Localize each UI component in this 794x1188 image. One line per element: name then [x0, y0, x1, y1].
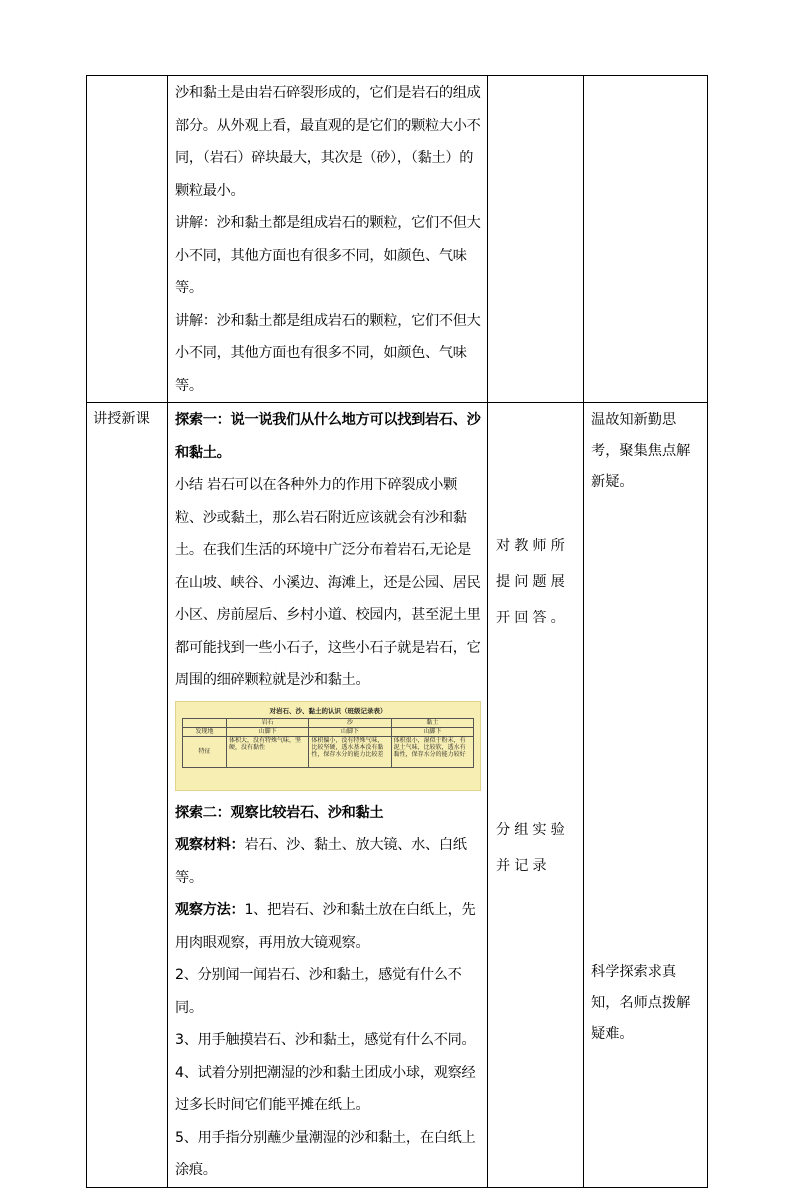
design-intent-cell — [584, 403, 708, 1188]
design-intent-note: 温故知新勤思考，聚集焦点解新疑。 — [591, 412, 691, 490]
stage-label: 讲授新课 — [93, 411, 150, 427]
record-header: 黏土 — [391, 718, 473, 727]
materials-text: 岩石、沙、黏土、放大镜、水、白纸等。 — [175, 837, 467, 886]
record-header: 沙 — [309, 718, 391, 727]
intro-paragraph: 沙和黏土是由岩石碎裂形成的，它们是岩石的组成部分。从外观上看，最直观的是它们的颗粒大小不同，（岩石）碎块最大，其次是（砂），（黏土）的颗粒最小。 — [175, 85, 481, 199]
record-table-title: 对岩石、沙、黏土的认识（班级记录表） — [269, 706, 387, 715]
record-feature-row — [183, 736, 474, 767]
summary-paragraph: 小结 岩石可以在各种外力的作用下碎裂成小颗粒、沙或黏土，那么岩石附近应该就会有沙和黏土。在我们生活的环境中广泛分布着岩石,无论是在山坡、峡谷、小溪边、海滩上，还是公园、居民小区、房前屋后、乡村小道、校园内，甚至泥土里都可能找到一些小石子，这些小石子就是岩石，它周围的细碎颗粒就是沙和黏土。 — [175, 477, 481, 688]
materials-paragraph — [175, 829, 481, 894]
record-cell: 体积偏小，没有特殊气味，比较坚硬，透水基本没有黏性，保存水分的能力比较差 — [309, 736, 391, 767]
record-cell: 山脚下 — [227, 727, 309, 736]
stage-cell — [87, 76, 168, 403]
record-table-image — [175, 701, 481, 791]
record-cell: 体积大，没有特殊气味，坚硬，没有黏性 — [227, 736, 309, 767]
student-activity-cell — [488, 403, 584, 1188]
table-row — [87, 76, 708, 403]
step-item: 5、用手指分别蘸少量潮湿的沙和黏土，在白纸上涂痕。 — [175, 1129, 476, 1178]
design-intent-note: 科学探索求真知，名师点拨解疑难。 — [591, 964, 691, 1042]
record-cell: 山脚下 — [391, 727, 473, 736]
step-item: 4、试着分别把潮湿的沙和黏土团成小球，观察经过多长时间它们能平摊在纸上。 — [175, 1064, 476, 1113]
record-cell: 体积很小，湿似于粉末，有泥土气味，比较软，透水有黏性，保存水分的能力较好 — [391, 736, 473, 767]
record-table — [182, 718, 474, 768]
step-item: 2、分别闻一闻岩石、沙和黏土，感觉有什么不同。 — [175, 967, 462, 1016]
method-text: 1、把岩石、沙和黏土放在白纸上，先用肉眼观察，再用放大镜观察。 — [175, 902, 476, 951]
design-intent-cell — [584, 76, 708, 403]
materials-label: 观察材料： — [175, 837, 245, 853]
teacher-activity-cell — [168, 403, 488, 1188]
explanation-paragraph: 讲解：沙和黏土都是组成岩石的颗粒，它们不但大小不同，其他方面也有很多不同，如颜色、气味等。 — [175, 312, 481, 394]
lesson-plan-table — [86, 75, 708, 1188]
student-activity-answer: 对教师所提问题展开回答。 — [496, 538, 569, 626]
method-paragraph — [175, 894, 481, 959]
teacher-activity-cell — [168, 76, 488, 403]
record-header — [183, 718, 227, 727]
record-header-row — [183, 718, 474, 727]
student-activity-experiment: 分组实验并记录 — [496, 822, 569, 874]
record-cell: 山脚下 — [309, 727, 391, 736]
explanation-paragraph: 讲解：沙和黏土都是组成岩石的颗粒，它们不但大小不同，其他方面也有很多不同，如颜色、气味等。 — [175, 215, 481, 296]
record-header: 岩石 — [227, 718, 309, 727]
record-row-label: 特征 — [183, 736, 227, 767]
record-row-label: 发现地 — [183, 727, 227, 736]
student-activity-cell — [488, 76, 584, 403]
record-found-row — [183, 727, 474, 736]
table-row — [87, 403, 708, 1188]
explore-two-title: 探索二：观察比较岩石、沙和黏土 — [175, 804, 384, 821]
explore-one-title: 探索一：说一说我们从什么地方可以找到岩石、沙和黏土。 — [175, 412, 481, 461]
step-item: 3、用手触摸岩石、沙和黏土，感觉有什么不同。 — [175, 1032, 476, 1048]
method-label: 观察方法： — [175, 902, 245, 918]
stage-cell — [87, 403, 168, 1188]
